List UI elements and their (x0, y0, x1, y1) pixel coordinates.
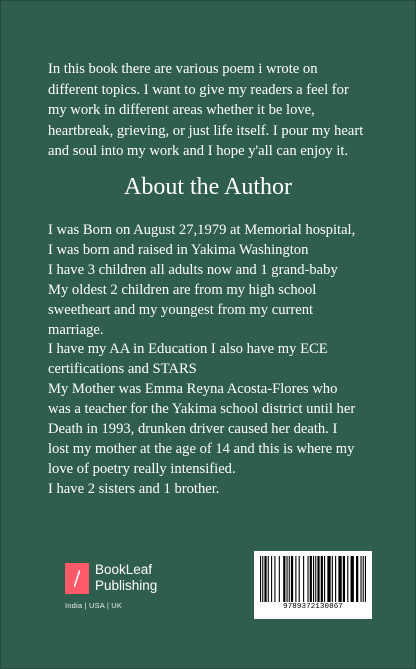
barcode-bar (332, 556, 333, 602)
publisher-name (95, 562, 157, 594)
barcode-bar (324, 556, 325, 602)
barcode-bar (303, 556, 304, 602)
barcode-bar (343, 556, 345, 602)
barcode-bar (338, 556, 341, 602)
barcode-bar (299, 556, 300, 602)
barcode-bar (363, 556, 364, 602)
bio-line: My oldest 2 children are from my high school (48, 281, 317, 298)
barcode-bar (291, 556, 293, 602)
barcode-bar (347, 556, 348, 602)
barcode-bar (365, 556, 366, 602)
bio-line: sweetheart and my youngest from my current (48, 301, 314, 318)
barcode-bar (307, 556, 308, 602)
barcode-bar (274, 556, 275, 602)
bio-line: love of poetry really intensified. (48, 460, 236, 477)
blurb-line: heartbreak, grieving, or just life itself. I pour my heart (48, 122, 364, 139)
book-blurb (48, 59, 370, 162)
bio-line: I have my AA in Education I also have my ECE (48, 341, 328, 358)
barcode-bar (279, 556, 280, 602)
barcode-bar (260, 556, 261, 602)
publisher-regions: India | USA | UK (65, 601, 123, 610)
barcode-bar (356, 556, 358, 602)
barcode-bar (315, 556, 316, 602)
bio-line: certifications and STARS (48, 361, 197, 378)
bio-line: I have 2 sisters and 1 brother. (48, 480, 220, 497)
barcode-bar (335, 556, 336, 602)
about-author-heading: About the Author (124, 174, 292, 200)
publisher-name-line2: Publishing (95, 578, 158, 593)
publisher-name-line1: BookLeaf (95, 562, 153, 577)
bio-line: My Mother was Emma Reyna Acosta-Flores who (48, 381, 338, 398)
barcode-bar (264, 556, 266, 602)
barcode-bar (317, 556, 319, 602)
bio-line: I have 3 children all adults now and 1 grand-baby (48, 261, 338, 278)
bio-line: I was born and raised in Yakima Washington (48, 241, 309, 258)
barcode-bar (351, 556, 354, 602)
isbn-number: 9789372130867 (283, 603, 343, 611)
bio-line: Death in 1993, drunken driver caused her death. I (48, 421, 338, 438)
author-bio (48, 221, 372, 500)
bio-line: marriage. (48, 321, 104, 338)
barcode-bar (327, 556, 330, 602)
isbn-barcode (254, 551, 372, 619)
blurb-line: In this book there are various poem i wrote on (48, 61, 318, 77)
blurb-line: different topics. I want to give my readers a feel for (48, 81, 349, 98)
blurb-line: my work in different areas whether it be love, (48, 102, 315, 119)
bio-line: lost my mother at the age of 14 and this is where my (48, 440, 355, 457)
barcode-bar (295, 556, 296, 602)
bio-line: I was Born on August 27,1979 at Memorial hospital, (48, 222, 356, 238)
barcode-bar (289, 556, 290, 602)
barcode-bar (283, 556, 285, 602)
barcode-bar (262, 556, 263, 602)
barcode-bars (260, 556, 366, 602)
publisher-logo (65, 562, 175, 614)
barcode-bar (310, 556, 312, 602)
barcode-bar (268, 556, 269, 602)
bookleaf-logo-icon (65, 563, 89, 594)
bio-line: was a teacher for the Yakima school district until her (48, 401, 356, 418)
barcode-bar (287, 556, 288, 602)
barcode-bar (271, 556, 272, 602)
barcode-bar (321, 556, 323, 602)
barcode-bar (313, 556, 314, 602)
barcode-bar (360, 556, 361, 602)
blurb-line: and soul into my work and I hope y'all can enjoy it. (48, 143, 349, 160)
